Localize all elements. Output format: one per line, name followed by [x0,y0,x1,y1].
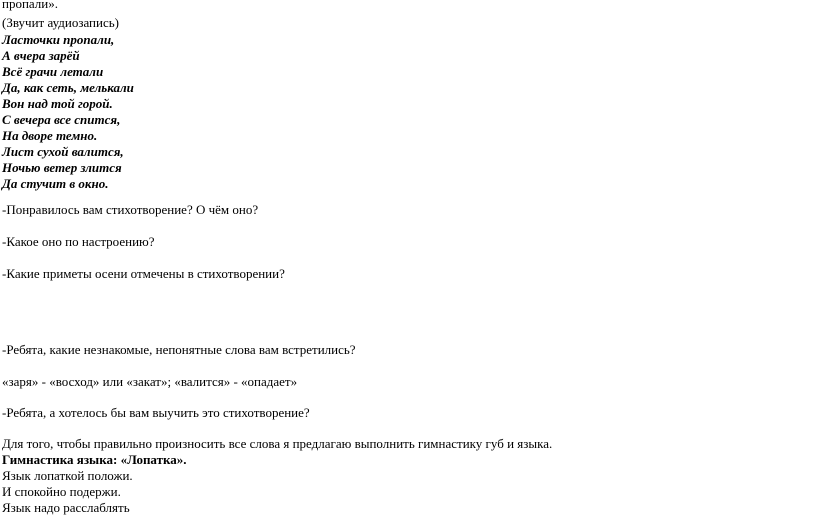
poem-line: Да, как сеть, мелькали [2,80,134,95]
gymnastics-intro: Для того, чтобы правильно произносить все слова я предлагаю выполнить гимнастику губ и языка. [2,436,553,451]
word-explanations: «заря» - «восход» или «закат»; «валится» - «опадает» [2,374,298,389]
poem-line: На дворе темно. [2,128,98,143]
poem-line: Вон над той горой. [2,96,113,111]
poem-line: Лист сухой валится, [2,144,124,159]
poem-line: С вечера все спится, [2,112,121,127]
top-fragment: пропали». [2,0,58,11]
question-5: -Ребята, а хотелось бы вам выучить это стихотворение? [2,405,310,420]
poem-line: Ночью ветер злится [2,160,122,175]
poem-line: А вчера зарёй [2,48,80,63]
gymnastics-title: Гимнастика языка: «Лопатка». [2,452,187,467]
question-1: -Понравилось вам стихотворение? О чём оно? [2,202,259,217]
gymnastics-line: Язык лопаткой положи. [2,468,133,483]
question-2: -Какое оно по настроению? [2,234,155,249]
question-3: -Какие приметы осени отмечены в стихотворении? [2,266,285,281]
audio-note: (Звучит аудиозапись) [2,15,119,30]
poem-line: Ласточки пропали, [2,32,115,47]
poem-line: Да стучит в окно. [2,176,109,191]
question-4: -Ребята, какие незнакомые, непонятные слова вам встретились? [2,342,356,357]
gymnastics-line: Язык надо расслаблять [2,500,130,515]
poem-line: Всё грачи летали [2,64,104,79]
gymnastics-line: И спокойно подержи. [2,484,121,499]
